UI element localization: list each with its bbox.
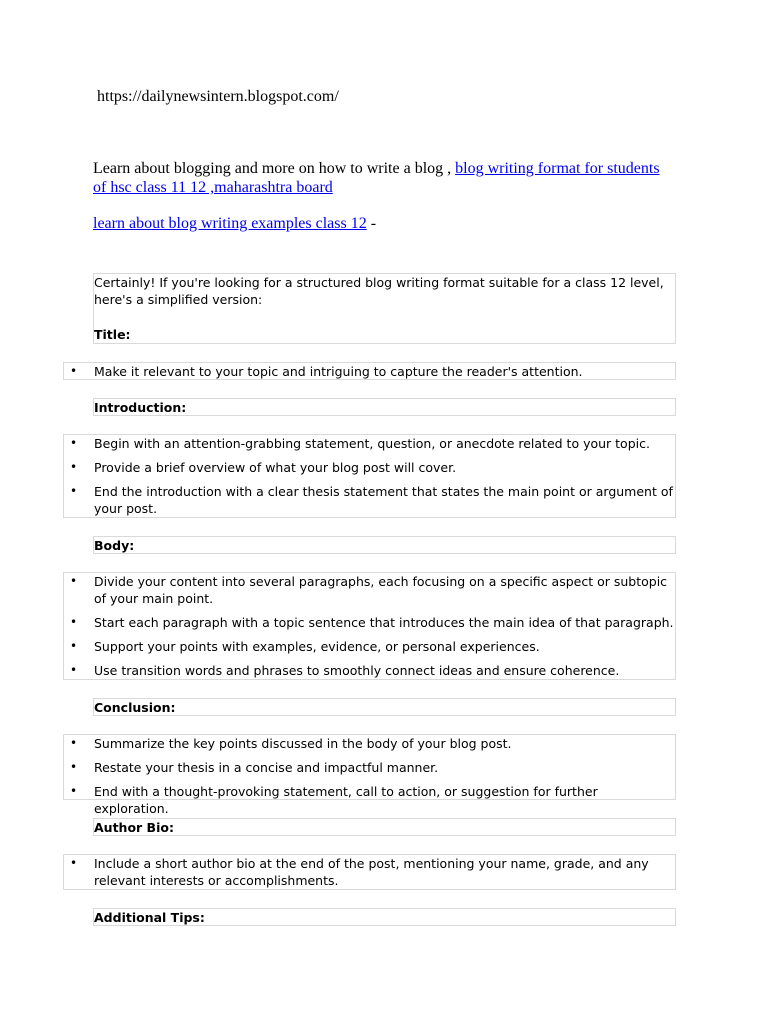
site-url: https://dailynewsintern.blogspot.com/ (97, 88, 339, 105)
list-item: • Provide a brief overview of what your blog post will cover. (64, 459, 675, 476)
intro-paragraph (93, 159, 673, 197)
additional-tips-heading: Additional Tips: (94, 910, 205, 925)
lead-text: Certainly! If you're looking for a structured blog writing format suitable for a class 12 level, here's a simplified version: (94, 275, 664, 307)
list-item: • Start each paragraph with a topic sentence that introduces the main idea of that paragraph. (64, 614, 675, 631)
examples-suffix: - (366, 215, 377, 232)
list-item: • Use transition words and phrases to smoothly connect ideas and ensure coherence. (64, 662, 675, 679)
title-list (63, 362, 676, 380)
body-heading-box (93, 536, 676, 554)
author-bio-list (63, 854, 676, 890)
title-heading: Title: (94, 327, 131, 342)
list-item: • Begin with an attention-grabbing statement, question, or anecdote related to your topic. (64, 435, 675, 452)
conclusion-heading-box (93, 698, 676, 716)
lead-box (93, 273, 676, 344)
list-item: • Make it relevant to your topic and intriguing to capture the reader's attention. (64, 363, 675, 380)
body-list (63, 572, 676, 680)
author-bio-heading-box (93, 818, 676, 836)
list-item: • End the introduction with a clear thesis statement that states the main point or argument of your post. (64, 483, 675, 517)
list-item: • Restate your thesis in a concise and impactful manner. (64, 759, 675, 776)
blog-format-link[interactable]: blog writing format for students of hsc class 11 12 ,maharashtra board (93, 160, 660, 196)
list-item: • Divide your content into several paragraphs, each focusing on a specific aspect or subtopic of your main point. (64, 573, 675, 607)
additional-tips-heading-box (93, 908, 676, 926)
introduction-list (63, 434, 676, 518)
introduction-heading-box (93, 398, 676, 416)
conclusion-list (63, 734, 676, 816)
list-item: • Include a short author bio at the end of the post, mentioning your name, grade, and any relevant interests or accomplishments. (64, 855, 675, 889)
intro-text: Learn about blogging and more on how to write a blog , (93, 160, 456, 177)
conclusion-heading: Conclusion: (94, 700, 176, 715)
blog-examples-link[interactable]: learn about blog writing examples class 12 (93, 215, 367, 232)
body-heading: Body: (94, 538, 135, 553)
examples-paragraph (93, 215, 376, 233)
list-item: • Support your points with examples, evidence, or personal experiences. (64, 638, 675, 655)
list-item: • End with a thought-provoking statement, call to action, or suggestion for further exploration. (64, 783, 675, 817)
author-bio-heading: Author Bio: (94, 820, 174, 835)
list-item: • Summarize the key points discussed in the body of your blog post. (64, 735, 675, 752)
introduction-heading: Introduction: (94, 400, 187, 415)
